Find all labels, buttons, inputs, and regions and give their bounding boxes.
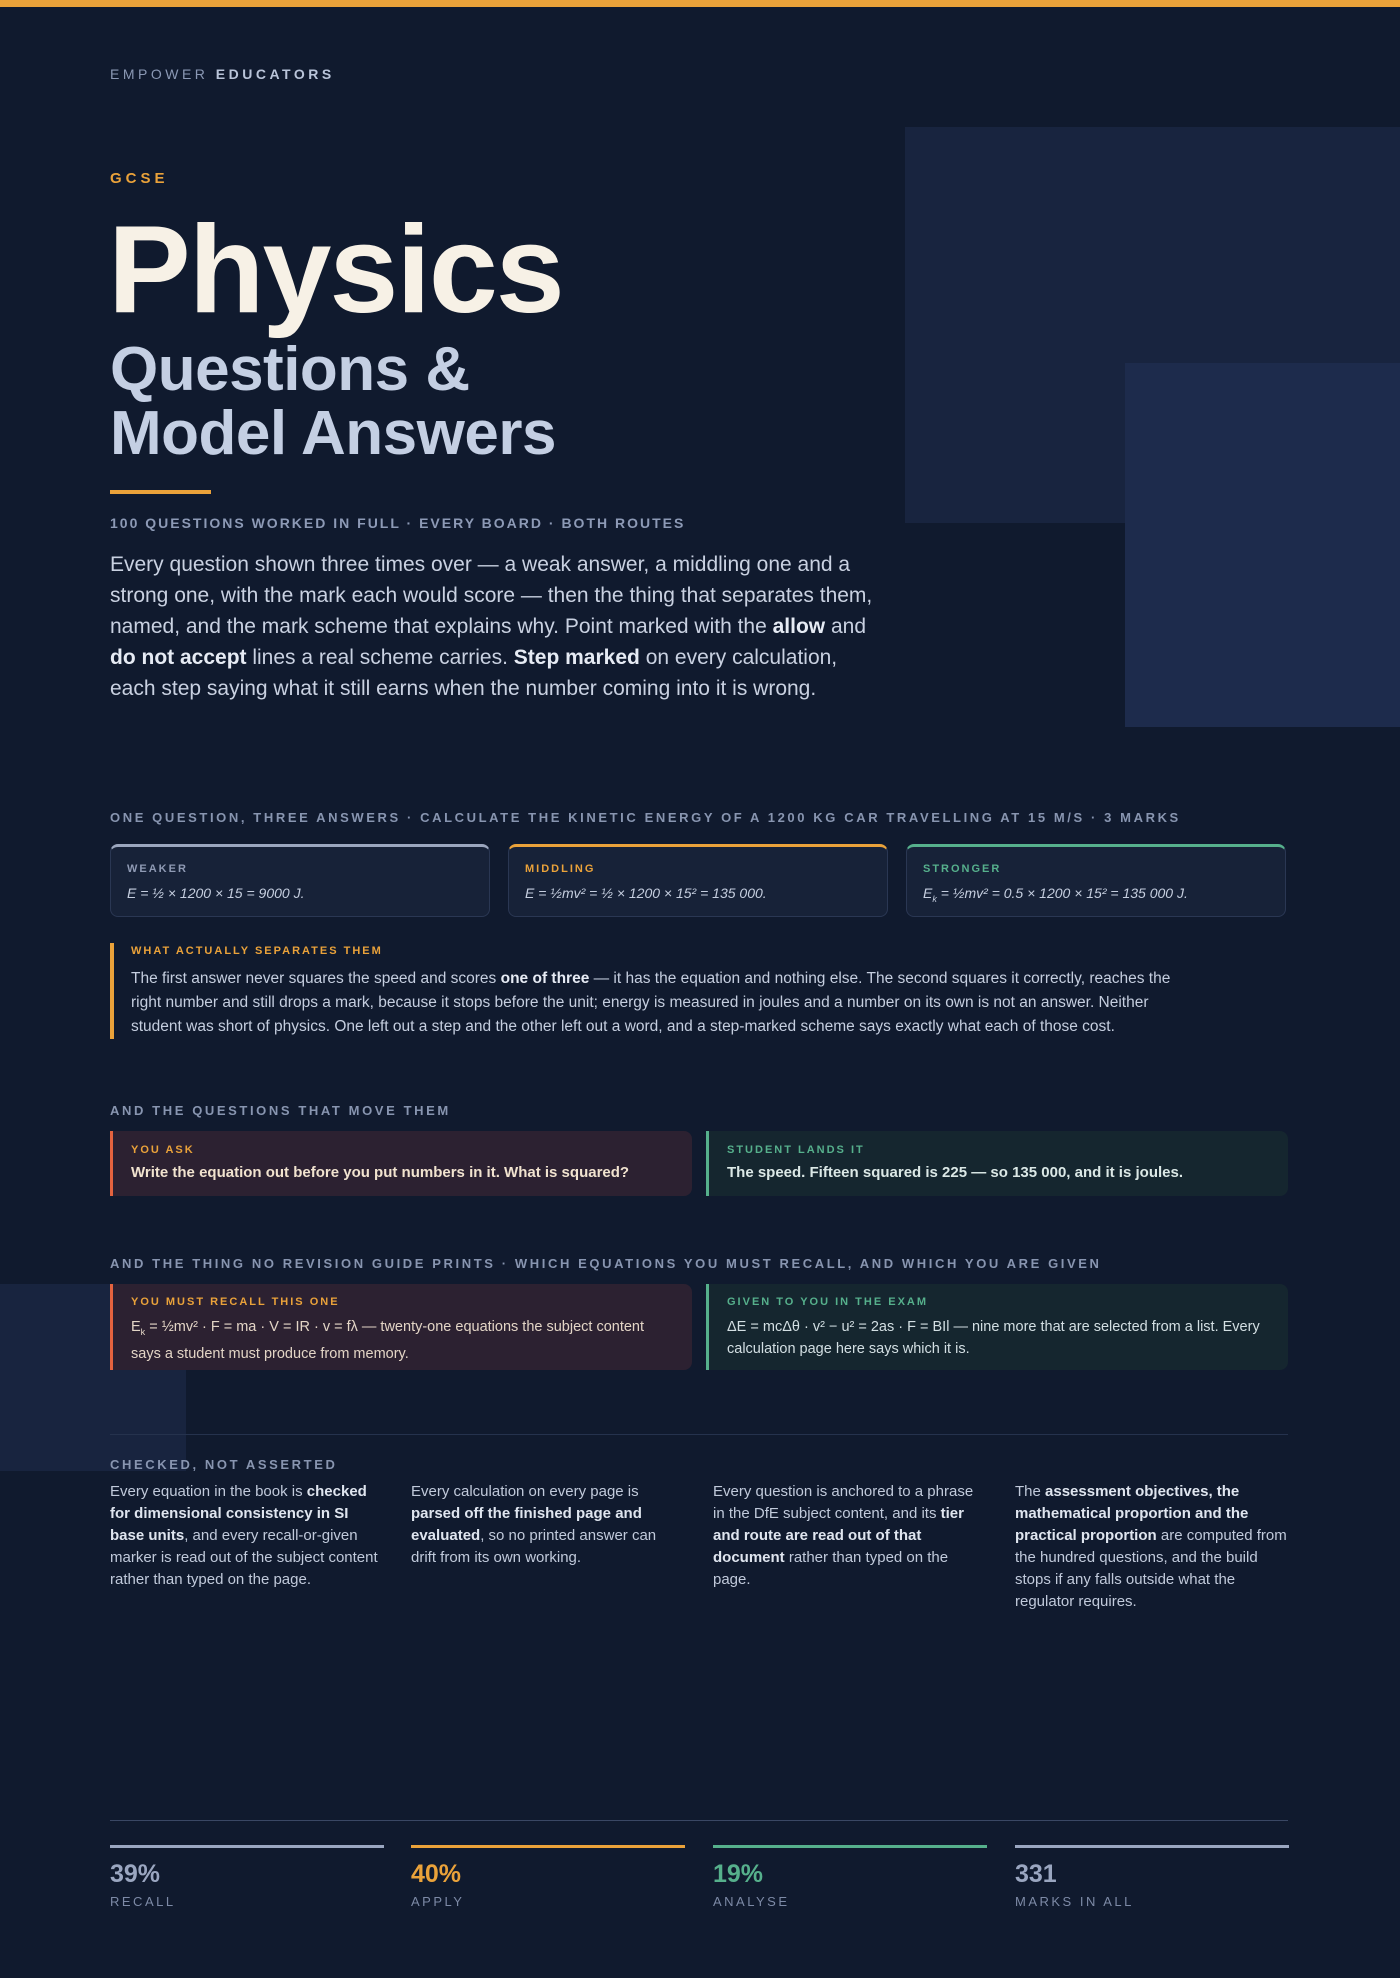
recall-heading: AND THE THING NO REVISION GUIDE PRINTS · WHICH EQUATIONS YOU MUST RECALL, AND WHICH YOU ARE GIVEN [110,1256,1102,1271]
you-ask-box [110,1131,692,1196]
box-label: STUDENT LANDS IT [727,1144,865,1156]
answer-card-middling [508,844,888,917]
stat-value: 40% [411,1860,462,1888]
callout-text: The first answer never squares the speed and scores one of three — it has the equation and nothing else. The second squares it correctly, reaches the right number and still drops a mark, because it stops before the unit; energy is measured in joules and a number on its own is not an answer. Neither student was short of physics. One left out a step and the other left out a word, and a step-marked scheme says exactly what each of those cost. [131,970,1171,1035]
stat-value: 39% [110,1860,161,1888]
answer-equation: $E_k$ = ½mv² = 0.5 × 1200 × 15² = 135 000 J. [923,885,1188,904]
example-heading: ONE QUESTION, THREE ANSWERS · CALCULATE THE KINETIC ENERGY OF A 1200 KG CAR TRAVELLING AT 15 M/S · 3 MARKS [110,810,1181,825]
stat-bar [411,1845,685,1848]
answer-label: WEAKER [127,863,188,875]
answer-card-weaker [110,844,490,917]
box-label: GIVEN TO YOU IN THE EXAM [727,1296,929,1308]
stat-bar [713,1845,987,1848]
stat-label: APPLY [411,1894,465,1909]
stat-value: 19% [713,1860,764,1888]
tagline: 100 QUESTIONS WORKED IN FULL · EVERY BOARD · BOTH ROUTES [110,515,686,531]
stats-divider [110,1820,1288,1821]
box-text: The speed. Fifteen squared is 225 — so 135 000, and it is joules. [727,1164,1183,1181]
decorative-block [1125,363,1400,727]
intro-paragraph: Every question shown three times over — a weak answer, a middling one and a strong one, with the mark each would score — then the thing that separates them, named, and the mark scheme that explains why. Point marked with the allow and do not accept lines a real scheme carries. Step marked on every calculation, each step saying what it still earns when the number coming into it is wrong. [110,553,873,700]
stat-label: RECALL [110,1894,176,1909]
given-in-exam-box [706,1284,1288,1370]
stat-apply [411,1845,685,1909]
stat-value: 331 [1015,1860,1057,1888]
qualification-kicker: GCSE [110,170,169,187]
stat-label: ANALYSE [713,1894,790,1909]
book-title: Physics [108,201,563,339]
checked-heading: CHECKED, NOT ASSERTED [110,1457,338,1472]
checked-column: Every equation in the book is checked for dimensional consistency in SI base units, and every recall-or-given marker is read out of the subject content rather than typed on the page. [110,1483,378,1588]
separates-callout [110,943,1180,1039]
checked-column: Every question is anchored to a phrase in the DfE subject content, and its tier and route are read out of that document rather than typed on the page. [713,1483,974,1588]
answer-label: MIDDLING [525,863,596,875]
top-accent-bar [0,0,1400,7]
callout-label: WHAT ACTUALLY SEPARATES THEM [131,945,383,957]
questions-heading: AND THE QUESTIONS THAT MOVE THEM [110,1103,451,1118]
answer-card-stronger [906,844,1286,917]
title-rule [110,490,211,494]
student-lands-box [706,1131,1288,1196]
stat-marks [1015,1845,1289,1909]
section-divider [110,1434,1288,1435]
publisher-brand: EMPOWER EDUCATORS [110,66,335,82]
checked-column: The assessment objectives, the mathematical proportion and the practical proportion are computed from the hundred questions, and the build stops if any falls outside what the regulator requires. [1015,1483,1287,1610]
answer-equation: E = ½mv² = ½ × 1200 × 15² = 135 000. [525,885,767,901]
stat-bar [110,1845,384,1848]
stat-analyse [713,1845,987,1909]
box-text: Write the equation out before you put numbers in it. What is squared? [131,1164,630,1181]
box-label: YOU ASK [131,1144,195,1156]
stat-recall [110,1845,384,1909]
must-recall-box [110,1284,692,1370]
box-text: $E_k$ = ½mv² · F = ma · V = IR · v = fλ — twenty-one equations the subject content says a student must produce from memory. [131,1319,645,1362]
checked-column: Every calculation on every page is parsed off the finished page and evaluated, so no printed answer can drift from its own working. [411,1483,657,1566]
box-text: ΔE = mcΔθ · v² − u² = 2as · F = BIl — nine more that are selected from a list. Every calculation page here says which it is. [727,1319,1260,1357]
box-label: YOU MUST RECALL THIS ONE [131,1296,340,1308]
stat-label: MARKS IN ALL [1015,1894,1134,1909]
stat-bar [1015,1845,1289,1848]
answer-label: STRONGER [923,863,1002,875]
book-subtitle: Questions & Model Answers [110,335,556,468]
answer-equation: E = ½ × 1200 × 15 = 9000 J. [127,885,305,901]
